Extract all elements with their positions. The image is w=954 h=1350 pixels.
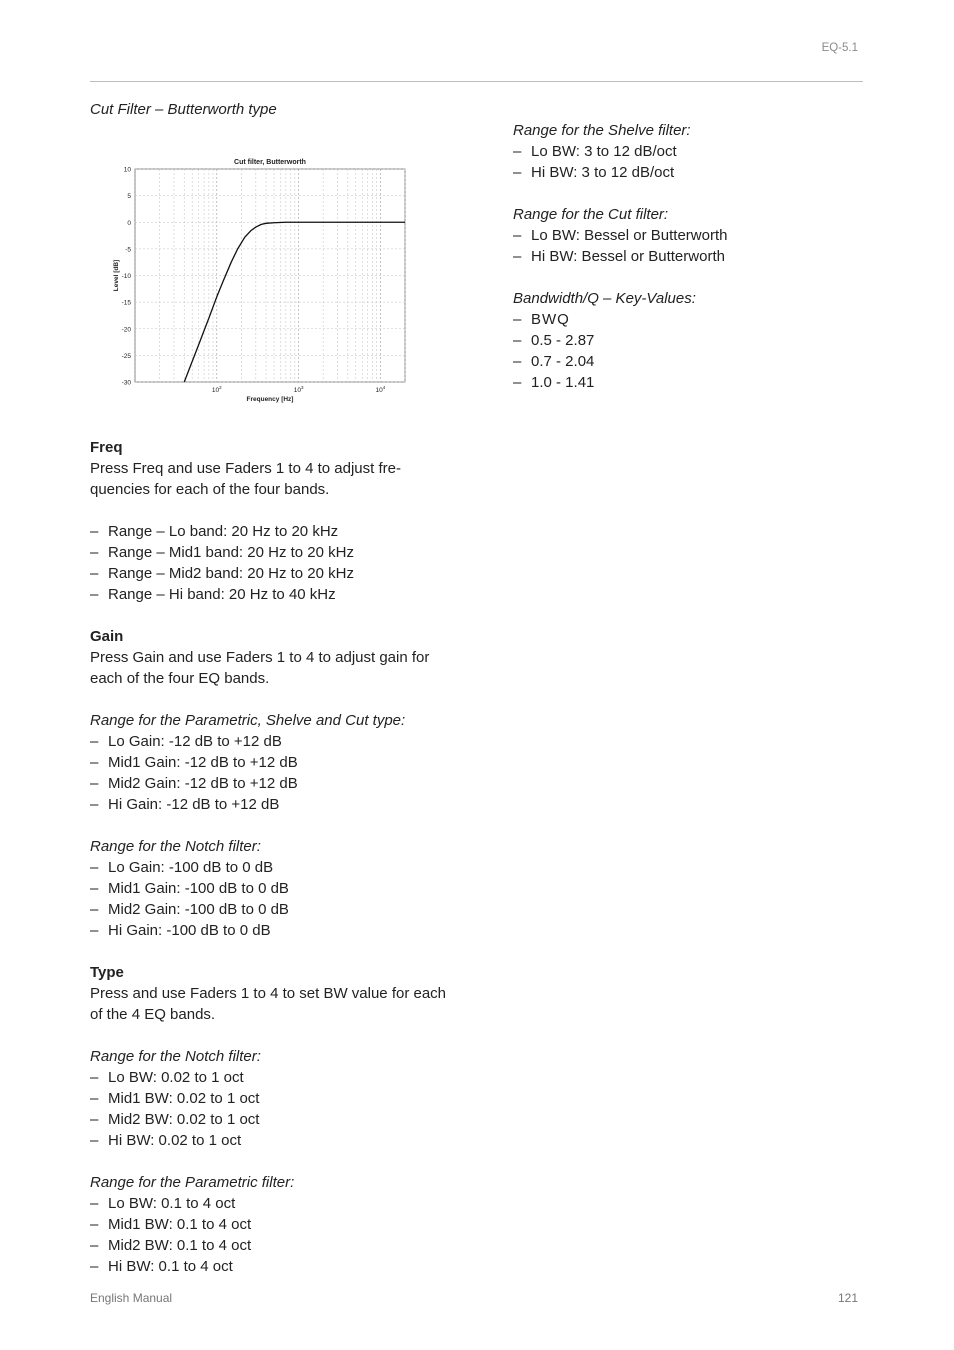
list-item: – Mid1 BW: 0.02 to 1 oct — [90, 1090, 260, 1107]
y-tick-label: 5 — [127, 193, 131, 201]
x-tick-label: $10^3$ — [293, 385, 304, 394]
y-tick-label: -25 — [121, 352, 131, 360]
list-item: – BWQ — [513, 311, 570, 328]
list-item: – Hi Gain: -12 dB to +12 dB — [90, 796, 280, 813]
x-tick-label: $10^2$ — [211, 385, 222, 394]
type-paragraph: Press and use Faders 1 to 4 to set BW value for each of the 4 EQ bands. — [90, 985, 447, 1023]
y-tick-label: -10 — [121, 273, 131, 280]
list-item: – Hi BW: 3 to 12 dB/oct — [513, 164, 675, 181]
list-item: – Lo BW: 0.02 to 1 oct — [90, 1069, 244, 1086]
gain-parametric-subheading: Range for the Parametric, Shelve and Cut type: — [90, 712, 406, 729]
list-item: – Hi BW: Bessel or Butterworth — [513, 248, 725, 265]
shelve-subheading: Range for the Shelve filter: — [513, 122, 691, 139]
y-tick-label: -15 — [121, 299, 131, 307]
footer-manual-label: English Manual — [90, 1291, 173, 1305]
chart-title: Cut filter, Butterworth — [234, 159, 306, 166]
list-item: – Range – Mid2 band: 20 Hz to 20 kHz — [90, 565, 354, 582]
type-heading: Type — [90, 964, 124, 981]
header-rule — [90, 81, 863, 82]
cut-list — [513, 225, 853, 267]
list-item: – Mid2 Gain: -100 dB to 0 dB — [90, 901, 289, 918]
gain-parametric-list — [90, 731, 450, 815]
list-item: – Mid1 BW: 0.1 to 4 oct — [90, 1216, 252, 1233]
y-tick-label: 0 — [127, 219, 131, 227]
list-item: – Mid2 BW: 0.02 to 1 oct — [90, 1111, 260, 1128]
y-tick-label: -30 — [121, 379, 131, 387]
type-notch-list — [90, 1067, 450, 1151]
bandwidth-subheading: Bandwidth/Q – Key-Values: — [513, 290, 696, 307]
type-parametric-subheading: Range for the Parametric filter: — [90, 1174, 295, 1191]
list-item: – Lo BW: 0.1 to 4 oct — [90, 1195, 236, 1212]
list-item: – 0.5 - 2.87 — [513, 332, 595, 349]
list-item: – Lo Gain: -100 dB to 0 dB — [90, 859, 274, 876]
y-tick-label: 10 — [123, 166, 131, 174]
cut-subheading: Range for the Cut filter: — [513, 206, 669, 223]
list-item: – 1.0 - 1.41 — [513, 374, 595, 391]
left-column — [90, 99, 450, 1277]
gain-paragraph: Press Gain and use Faders 1 to 4 to adjust gain for each of the four EQ bands. — [90, 649, 430, 687]
gain-notch-subheading: Range for the Notch filter: — [90, 838, 261, 855]
list-item: – Hi Gain: -100 dB to 0 dB — [90, 922, 271, 939]
y-tick-label: -5 — [125, 246, 131, 254]
list-item: – Hi BW: 0.1 to 4 oct — [90, 1258, 233, 1275]
y-axis-label: Level [dB] — [113, 259, 120, 292]
x-tick-label: $10^4$ — [375, 385, 386, 394]
y-tick-label: -20 — [121, 326, 131, 334]
list-item: – Mid2 Gain: -12 dB to +12 dB — [90, 775, 298, 792]
page-header-label: EQ-5.1 — [821, 42, 858, 54]
freq-paragraph: Press Freq and use Faders 1 to 4 to adjust fre-quencies for each of the four bands. — [90, 460, 401, 498]
list-item: – Lo BW: Bessel or Butterworth — [513, 227, 728, 244]
list-item: – Range – Hi band: 20 Hz to 40 kHz — [90, 586, 336, 603]
right-column — [513, 120, 853, 393]
x-axis-label: Frequency [Hz] — [246, 396, 294, 403]
type-parametric-list — [90, 1193, 450, 1277]
list-item: – Range – Mid1 band: 20 Hz to 20 kHz — [90, 544, 354, 561]
footer-page-number: 121 — [837, 1291, 858, 1305]
chart-svg — [90, 134, 440, 403]
freq-heading: Freq — [90, 439, 123, 456]
cut-filter-chart — [90, 134, 440, 403]
type-notch-subheading: Range for the Notch filter: — [90, 1048, 261, 1065]
list-item: – Lo BW: 3 to 12 dB/oct — [513, 143, 677, 160]
gain-heading: Gain — [90, 628, 124, 645]
list-item: – Mid2 BW: 0.1 to 4 oct — [90, 1237, 252, 1254]
bandwidth-list — [513, 309, 853, 393]
shelve-list — [513, 141, 853, 183]
list-item: – Lo Gain: -12 dB to +12 dB — [90, 733, 282, 750]
figure-caption: Cut Filter – Butterworth type — [90, 101, 277, 118]
list-item: – 0.7 - 2.04 — [513, 353, 595, 370]
list-item: – Hi BW: 0.02 to 1 oct — [90, 1132, 242, 1149]
list-item: – Mid1 Gain: -100 dB to 0 dB — [90, 880, 289, 897]
gain-notch-list — [90, 857, 450, 941]
list-item: – Range – Lo band: 20 Hz to 20 kHz — [90, 523, 339, 540]
list-item: – Mid1 Gain: -12 dB to +12 dB — [90, 754, 298, 771]
freq-range-list — [90, 521, 450, 605]
